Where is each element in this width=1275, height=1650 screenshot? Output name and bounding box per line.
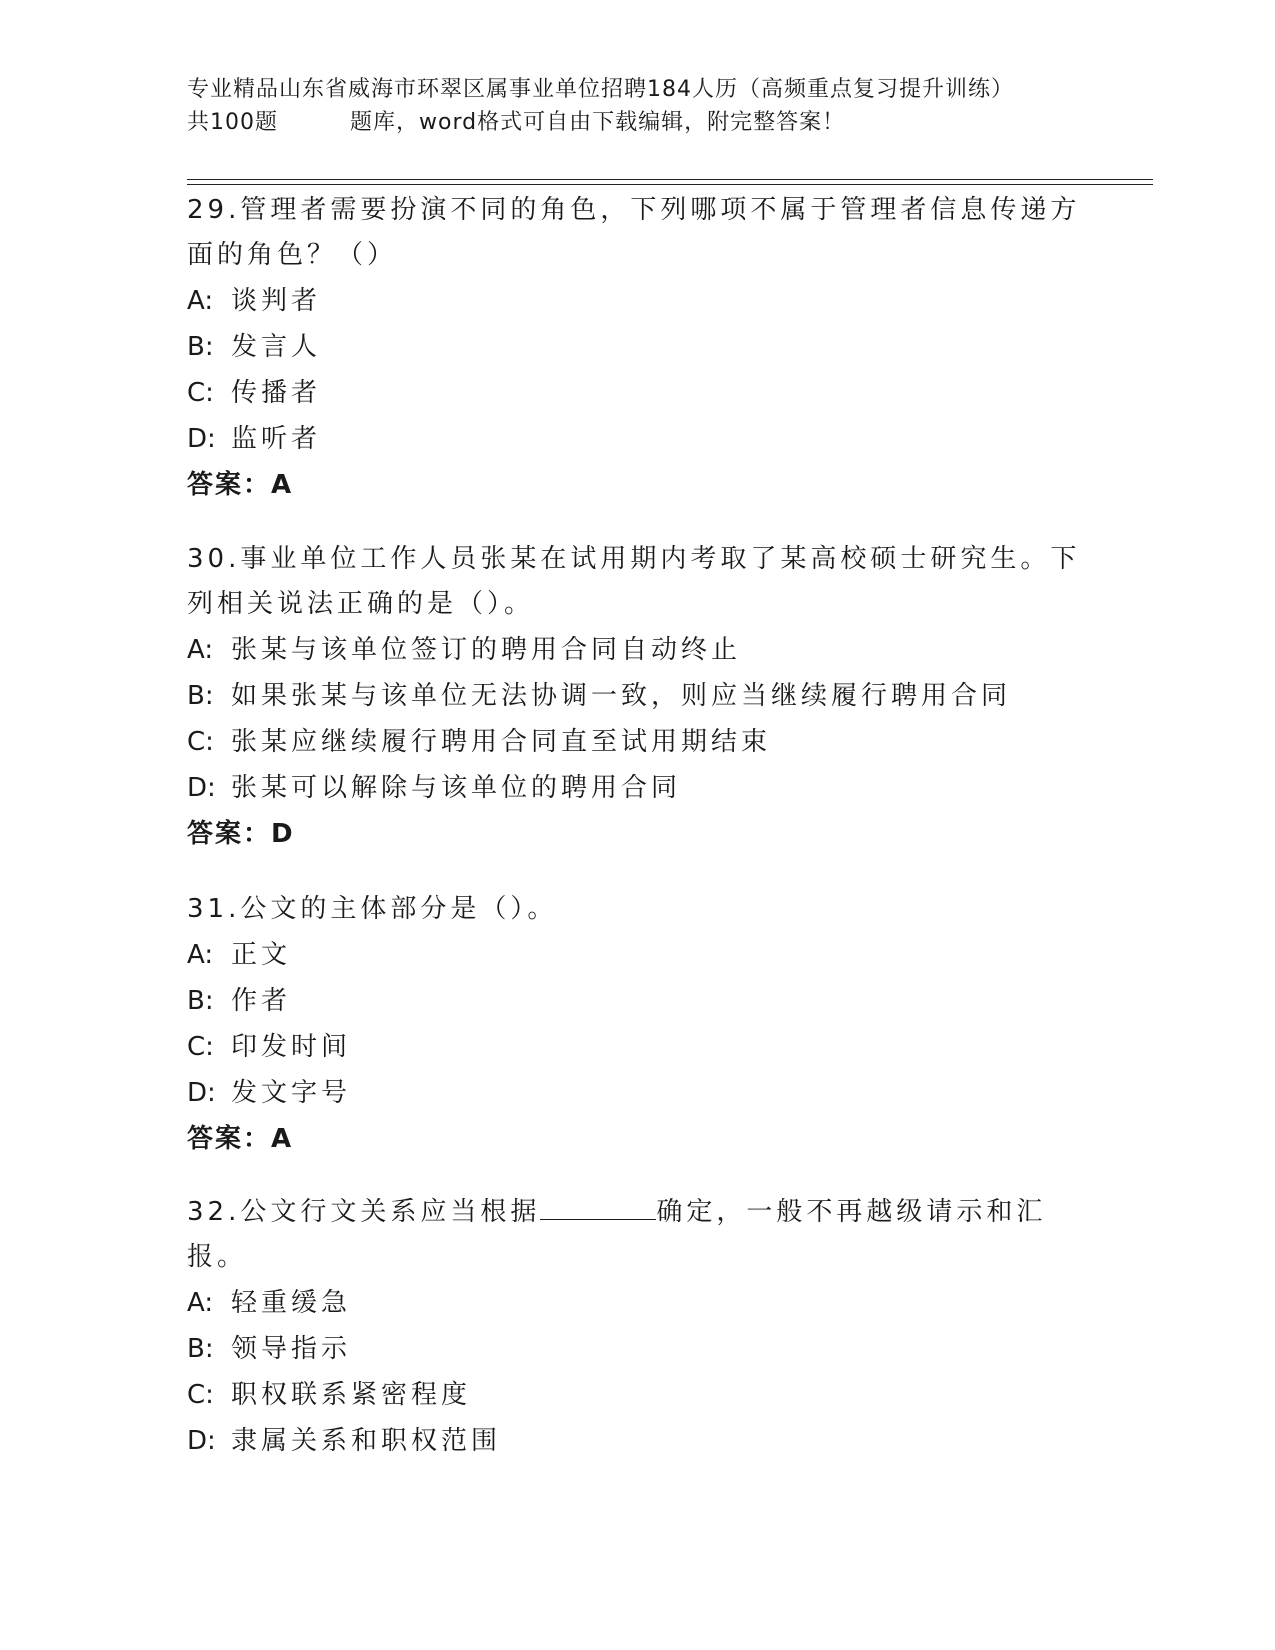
option-letter: B: <box>187 1334 214 1364</box>
option-text: 传播者 <box>231 378 322 408</box>
option-b <box>187 324 1087 370</box>
option-letter: C: <box>187 727 214 757</box>
header-subtitle-line <box>187 106 1087 139</box>
question-30 <box>187 537 1087 857</box>
option-text: 正文 <box>231 940 292 970</box>
question-stem: 29.管理者需要扮演不同的角色，下列哪项不属于管理者信息传递方面的角色？（） <box>187 195 1081 270</box>
option-a <box>187 1280 1087 1326</box>
option-letter: D: <box>187 1078 216 1108</box>
option-letter: A: <box>187 286 214 316</box>
document-header <box>187 73 1087 139</box>
header-description: 题库，word格式可自由下载编辑，附完整答案！ <box>350 110 846 135</box>
option-text: 作者 <box>231 986 292 1016</box>
option-text: 张某与该单位签订的聘用合同自动终止 <box>231 635 742 665</box>
answer-label: 答案： <box>187 1124 272 1154</box>
option-d <box>187 1418 1087 1464</box>
answer-value: D <box>271 819 293 849</box>
header-question-count: 共100题 <box>187 110 278 135</box>
option-text: 如果张某与该单位无法协调一致，则应当继续履行聘用合同 <box>231 681 1012 711</box>
answer-line <box>187 1116 1087 1162</box>
question-32 <box>187 1190 1087 1464</box>
option-d <box>187 765 1087 811</box>
option-letter: B: <box>187 681 214 711</box>
answer-label: 答案： <box>187 470 272 500</box>
question-stem-before: 32.公文行文关系应当根据 <box>187 1197 541 1227</box>
question-stem: 30.事业单位工作人员张某在试用期内考取了某高校硕士研究生。下列相关说法正确的是（）。 <box>187 544 1081 619</box>
answer-line <box>187 462 1087 508</box>
option-letter: B: <box>187 332 214 362</box>
option-a <box>187 278 1087 324</box>
answer-value: A <box>271 1124 292 1154</box>
question-stem-after: 确定，一般不再越级请示和汇报。 <box>187 1197 1047 1272</box>
option-letter: A: <box>187 940 214 970</box>
option-letter: A: <box>187 635 214 665</box>
question-29 <box>187 188 1087 508</box>
header-title-line: 专业精品山东省威海市环翠区属事业单位招聘184人历（高频重点复习提升训练） <box>187 77 1014 102</box>
option-letter: D: <box>187 424 216 454</box>
option-text: 印发时间 <box>231 1032 352 1062</box>
option-b <box>187 673 1087 719</box>
fill-in-blank <box>540 1195 656 1220</box>
option-text: 职权联系紧密程度 <box>231 1380 472 1410</box>
question-31 <box>187 887 1087 1162</box>
answer-label: 答案： <box>187 819 272 849</box>
option-text: 张某可以解除与该单位的聘用合同 <box>231 773 682 803</box>
option-b <box>187 978 1087 1024</box>
option-text: 领导指示 <box>231 1334 352 1364</box>
header-divider-bottom <box>187 184 1153 185</box>
answer-value: A <box>271 470 292 500</box>
option-text: 发言人 <box>231 332 322 362</box>
option-letter: B: <box>187 986 214 1016</box>
option-c <box>187 1372 1087 1418</box>
option-text: 隶属关系和职权范围 <box>231 1426 502 1456</box>
option-letter: A: <box>187 1288 214 1318</box>
option-d <box>187 416 1087 462</box>
option-d <box>187 1070 1087 1116</box>
option-text: 张某应继续履行聘用合同直至试用期结束 <box>231 727 772 757</box>
header-divider-top <box>187 179 1153 180</box>
option-letter: D: <box>187 1426 216 1456</box>
option-letter: C: <box>187 1032 214 1062</box>
option-a <box>187 932 1087 978</box>
question-stem: 31.公文的主体部分是（）。 <box>187 894 558 924</box>
option-c <box>187 370 1087 416</box>
option-c <box>187 1024 1087 1070</box>
option-text: 监听者 <box>231 424 322 454</box>
option-letter: D: <box>187 773 216 803</box>
option-b <box>187 1326 1087 1372</box>
question-stem <box>187 1190 1087 1280</box>
option-letter: C: <box>187 1380 214 1410</box>
option-text: 发文字号 <box>231 1078 352 1108</box>
option-letter: C: <box>187 378 214 408</box>
option-text: 谈判者 <box>231 286 322 316</box>
option-a <box>187 627 1087 673</box>
option-c <box>187 719 1087 765</box>
option-text: 轻重缓急 <box>231 1288 352 1318</box>
answer-line <box>187 811 1087 857</box>
